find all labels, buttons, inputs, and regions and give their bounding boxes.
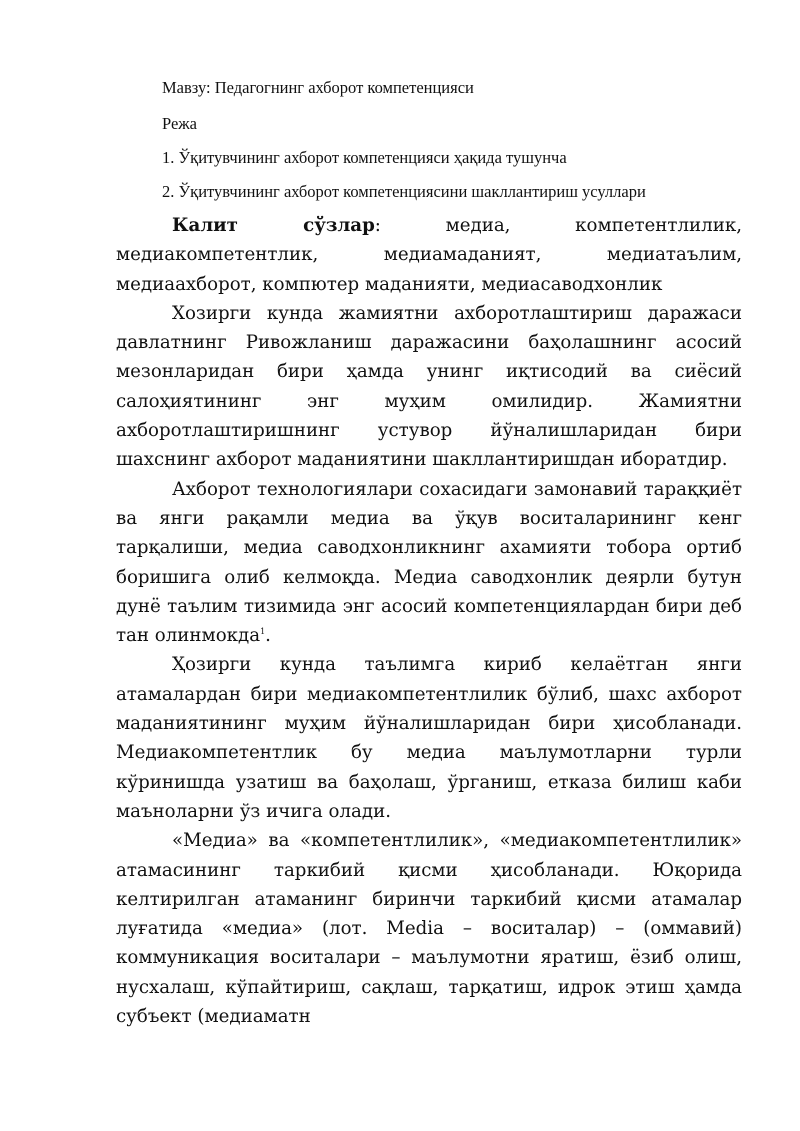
keywords-list: медиа, компетентлилик, медиакомпетентлик, медиамаданият, медиатаълим, медиаахборот, компютер маданияти, медиасаводхонлик xyxy=(116,215,742,295)
paragraph-2-text: Ахборот технологиялари сохасидаги замонавий тараққиёт ва янги рақамли медиа ва ўқув воситаларининг кенг тарқалиши, медиа саводхонликнинг ахамияти тобора ортиб боришига олиб келмоқда. Медиа саводхонлик деярли бутун дунё таълим тизимида энг асосий компетенциялардан бири деб тан олинмокда xyxy=(116,478,742,647)
document-body xyxy=(116,211,742,1031)
paragraph-2-end: . xyxy=(265,625,271,647)
paragraph-4: «Медиа» ва «компетентлилик», «медиакомпетентлилик» атамасининг таркибий қисми ҳисобланади. Юқорида келтирилган атаманинг биринчи таркибий қисми атамалар луғатида «медиа» (лот. Media – воситалар) – (оммавий) коммуникация воситалари – маълумотни яратиш, ёзиб олиш, нусхалаш, кўпайтириш, сақлаш, тарқатиш, идрок этиш ҳамда субъект (медиаматн xyxy=(116,830,742,1028)
paragraph-3: Ҳозирги кунда таълимга кириб келаётган янги атамалардан бири медиакомпетентлилик бўлиб, шахс ахборот маданиятининг муҳим йўналишларидан бири ҳисобланади. Медиакомпетентлик бу медиа маълумотларни турли кўринишда узатиш ва баҳолаш, ўрганиш, етказа билиш каби маъноларни ўз ичига олади. xyxy=(116,654,742,822)
paragraph-2 xyxy=(116,475,742,651)
keywords-separator: : xyxy=(374,215,381,236)
paragraph-1: Хозирги кунда жамиятни ахборотлаштириш даражаси давлатнинг Ривожланиш даражасини баҳолашнинг асосий мезонларидан бири ҳамда унинг иқтисодий ва сиёсий салоҳиятининг энг муҳим омилидир. Жамиятни ахборотлаштиришнинг устувор йўналишларидан бири шахснинг ахборот маданиятини шакллантиришдан иборатдир. xyxy=(116,302,742,471)
keywords-label: Калит сўзлар xyxy=(172,215,375,236)
keywords-paragraph xyxy=(116,211,742,299)
plan-item-1: 1. Ўқитувчининг ахборот компетенцияси ҳақида тушунча xyxy=(162,148,567,167)
topic-line: Мавзу: Педагогнинг ахборот компетенцияси xyxy=(162,78,474,97)
plan-item-2: 2. Ўқитувчининг ахборот компетенциясини шакллантириш усуллари xyxy=(162,182,646,201)
plan-label: Режа xyxy=(162,114,198,133)
footnote-marker[interactable]: 1 xyxy=(260,627,266,637)
